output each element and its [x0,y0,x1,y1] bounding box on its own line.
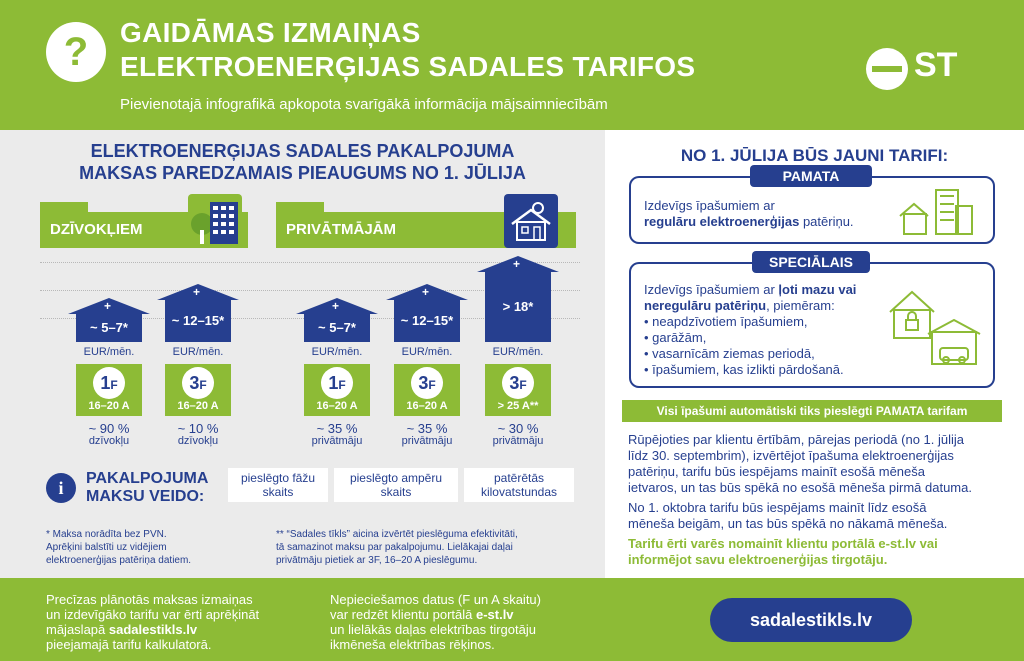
amperage: 16–20 A [316,400,358,412]
share-percent: ~ 35 % privātmāju [311,421,363,447]
price-unit: EUR/mēn. [83,346,135,358]
sadalestikls-link[interactable]: sadalestikls.lv [108,622,198,637]
left-title [0,140,605,184]
houses-buildings-icon [898,186,976,238]
price-unit: EUR/mēn. [311,346,363,358]
amperage: 16–20 A [177,400,219,412]
phase-badge [304,364,370,416]
page-title-line2: ELEKTROENERĢIJAS SADALES TARIFOS [120,51,696,82]
price-increase-house: + ~ 5–7* [68,298,150,342]
price-increase-house: + ~ 12–15* [386,284,468,342]
price-increase-house: + ~ 12–15* [157,284,239,342]
payment-type-box: pieslēgto ampēru skaits [334,468,458,502]
house-lock-garage-icon [886,282,986,370]
amperage: 16–20 A [406,400,448,412]
phase-count: 1F [93,367,125,399]
question-icon: ? [46,22,106,82]
amperage: > 25 A** [497,400,539,412]
phase-badge [165,364,231,416]
phase-badge [485,364,551,416]
price-increase-value: ~ 12–15* [165,300,231,342]
share-percent: ~ 10 % dzīvokļu [177,421,219,447]
share-percent: ~ 30 % privātmāju [492,421,544,447]
phase-count: 3F [502,367,534,399]
website-button[interactable]: sadalestikls.lv [710,598,912,642]
auto-pamata-notice: Visi īpašumi automātiski tiks pieslēgti PAMATA tarifam [622,400,1002,422]
phase-badge [394,364,460,416]
footnote-efficiency: ** “Sadales tīkls” aicina izvērtēt pieslēguma efektivitāti, tā samazinot maksu par pakalpojumu. Lielākajai daļai privātmāju pietiek ar 3F, 16–20 A pieslēgumu. [276,529,518,566]
share-percent: ~ 35 % privātmāju [401,421,453,447]
tariff-specialais-desc: Izdevīgs īpašumiem ar ļoti mazu vai neregulāru patēriņu, piemēram: • neapdzīvotiem īpašumiem, • garāžām, • vasarnīcām ziemas periodā, • īpašumiem, kas izlikti pārdošanā. [644,282,857,377]
price-increase-value: ~ 5–7* [76,314,142,342]
left-title-line2: MAKSAS PAREDZAMAIS PIEAUGUMS NO 1. JŪLIJA [79,163,526,183]
amperage: 16–20 A [88,400,130,412]
page-subtitle: Pievienotajā infografikā apkopota svarīgākā informācija mājsaimniecībām [120,96,608,113]
price-increase-value: ~ 12–15* [394,300,460,342]
phase-count: 3F [182,367,214,399]
transition-paragraph: Rūpējoties par klientu ērtībām, pārejas periodā (no 1. jūlija līdz 30. septembrim), izvērtējot īpašuma elektroenerģijas patēriņu, tarifu būs iespējams mainīt esošā mēneša ietvaros, un tas būs spēkā no esošā mēneša pirmā datuma. [628,432,972,495]
payment-types-title: PAKALPOJUMA MAKSU VEIDO: [86,470,209,505]
tariff-pamata-desc: Izdevīgs īpašumiem ar regulāru elektroenerģijas patēriņu. [644,198,854,229]
category-private-houses: PRIVĀTMĀJĀM [276,212,576,248]
phase-badge [76,364,142,416]
e-st-link[interactable]: e-st.lv [475,607,514,622]
page-title-line1: GAIDĀMAS IZMAIŅAS [120,17,421,48]
price-increase-value: > 18* [485,272,551,342]
apartment-building-icon [188,194,242,248]
october-paragraph: No 1. oktobra tarifu būs iespējams mainīt līdz esošā mēneša beigām, un tas būs spēkā no nākamā mēneša. [628,500,948,531]
payment-type-box: pieslēgto fāžu skaits [228,468,328,502]
footnote-vat: * Maksa norādīta bez PVN. Aprēķini balstīti uz vidējiem elektroenerģijas patēriņa datiem. [46,529,192,566]
price-unit: EUR/mēn. [172,346,224,358]
price-increase-house: + > 18* [477,256,559,342]
tariffs-title: NO 1. JŪLIJA BŪS JAUNI TARIFI: [680,146,949,165]
phase-count: 3F [411,367,443,399]
portal-change-note: Tarifu ērti varēs nomainīt klientu portālā e-st.lv vai informējot savu elektroenerģijas tirgotāju. [628,536,938,567]
footer-data-text: Nepieciešamos datus (F un A skaitu) var redzēt klientu portālā e-st.lv un lielākās daļas elektrības tirgotāju ikmēneša elektrības rēķinos. [330,592,541,652]
tariff-specialais-badge: SPECIĀLAIS [752,251,870,273]
footer-calculator-text: Precīzas plānotās maksas izmaiņas un izdevīgāko tarifu var ērti aprēķināt mājaslapā sadalestikls.lv pieejamajā tarifu kalkulatorā. [46,592,260,652]
price-unit: EUR/mēn. [401,346,453,358]
st-logo-icon [866,48,908,90]
info-icon: i [46,473,76,503]
tariff-pamata-badge: PAMATA [750,165,872,187]
price-unit: EUR/mēn. [492,346,544,358]
payment-type-box: patērētās kilovatstundas [464,468,574,502]
price-increase-value: ~ 5–7* [304,314,370,342]
category-apartments: DZĪVOKĻIEM [40,212,248,248]
logo-text: ST [914,46,958,84]
left-title-line1: ELEKTROENERĢIJAS SADALES PAKALPOJUMA [90,141,515,161]
share-percent: ~ 90 % dzīvokļu [88,421,130,447]
private-house-icon [504,194,558,248]
page-title [120,16,695,84]
phase-count: 1F [321,367,353,399]
price-increase-house: + ~ 5–7* [296,298,378,342]
